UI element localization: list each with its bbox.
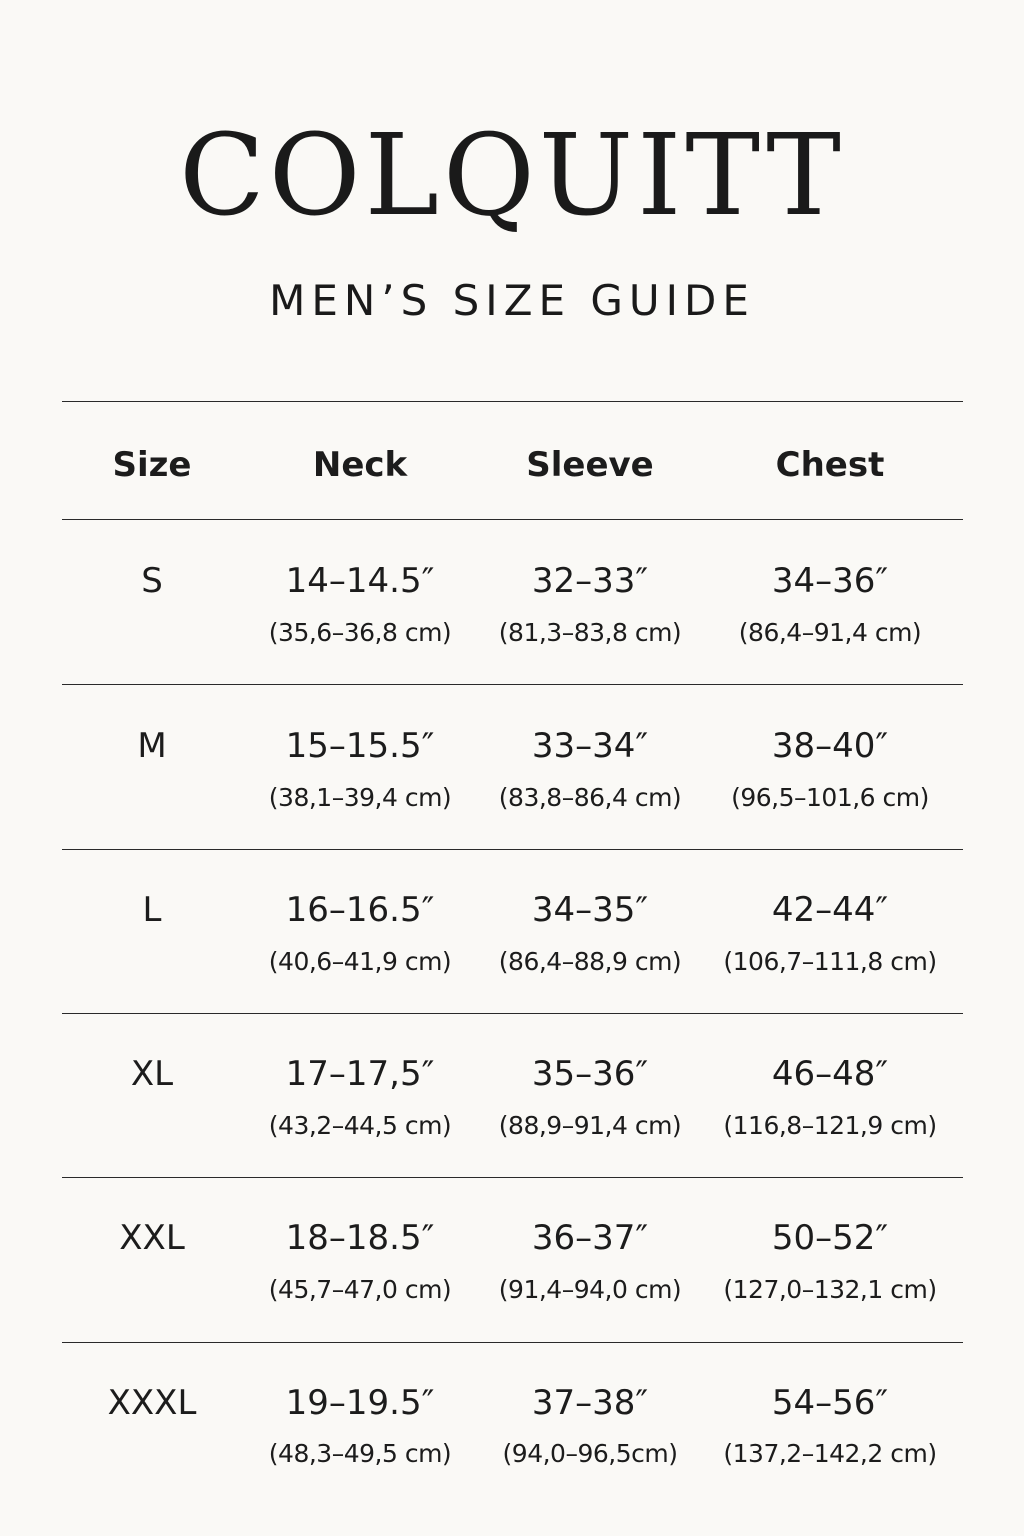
column-header-sleeve: Sleeve <box>526 445 654 485</box>
size-label: XXXL <box>107 1383 197 1423</box>
neck-inches: 17–17,5″ <box>285 1054 435 1094</box>
sleeve-inches: 35–36″ <box>531 1054 649 1094</box>
chest-inches: 42–44″ <box>771 890 889 930</box>
chest-cm: (127,0–132,1 cm) <box>723 1275 937 1304</box>
sleeve-inches: 34–35″ <box>531 890 649 930</box>
size-label: L <box>142 890 162 930</box>
column-header-neck: Neck <box>312 445 408 485</box>
sleeve-inches: 37–38″ <box>531 1383 649 1423</box>
chest-cm: (137,2–142,2 cm) <box>723 1439 937 1468</box>
neck-cm: (38,1–39,4 cm) <box>268 783 452 812</box>
neck-inches: 19–19.5″ <box>285 1383 435 1423</box>
chest-cm: (96,5–101,6 cm) <box>731 783 929 812</box>
chest-cm: (106,7–111,8 cm) <box>723 947 937 976</box>
chest-cm: (116,8–121,9 cm) <box>723 1111 937 1140</box>
sleeve-cm: (94,0–96,5cm) <box>502 1439 678 1468</box>
sleeve-inches: 32–33″ <box>531 561 649 601</box>
sleeve-inches: 36–37″ <box>531 1218 649 1258</box>
neck-cm: (43,2–44,5 cm) <box>268 1111 452 1140</box>
row-divider <box>62 1177 963 1178</box>
row-divider <box>62 684 963 685</box>
row-divider <box>62 1342 963 1343</box>
chest-inches: 50–52″ <box>771 1218 889 1258</box>
chest-inches: 54–56″ <box>771 1383 889 1423</box>
chest-inches: 38–40″ <box>771 726 889 766</box>
size-label: M <box>137 726 167 766</box>
neck-cm: (45,7–47,0 cm) <box>268 1275 452 1304</box>
neck-inches: 16–16.5″ <box>285 890 435 930</box>
neck-inches: 18–18.5″ <box>285 1218 435 1258</box>
neck-cm: (40,6–41,9 cm) <box>268 947 452 976</box>
sleeve-cm: (91,4–94,0 cm) <box>498 1275 682 1304</box>
neck-inches: 15–15.5″ <box>285 726 435 766</box>
neck-cm: (35,6–36,8 cm) <box>268 618 452 647</box>
row-divider <box>62 1013 963 1014</box>
chest-inches: 34–36″ <box>771 561 889 601</box>
size-label: XXL <box>119 1218 185 1258</box>
size-label: XL <box>130 1054 174 1094</box>
sleeve-cm: (83,8–86,4 cm) <box>498 783 682 812</box>
sleeve-inches: 33–34″ <box>531 726 649 766</box>
neck-cm: (48,3–49,5 cm) <box>268 1439 452 1468</box>
sleeve-cm: (86,4–88,9 cm) <box>498 947 682 976</box>
chest-cm: (86,4–91,4 cm) <box>738 618 922 647</box>
header-divider <box>62 519 963 520</box>
brand-logo: COLQUITT <box>179 111 845 241</box>
sleeve-cm: (81,3–83,8 cm) <box>498 618 682 647</box>
chest-inches: 46–48″ <box>771 1054 889 1094</box>
size-label: S <box>141 561 163 601</box>
column-header-size: Size <box>112 445 192 485</box>
neck-inches: 14–14.5″ <box>285 561 435 601</box>
column-header-chest: Chest <box>775 445 885 485</box>
sleeve-cm: (88,9–91,4 cm) <box>498 1111 682 1140</box>
page-title: MEN’S SIZE GUIDE <box>269 276 755 325</box>
row-divider <box>62 849 963 850</box>
table-top-divider <box>62 401 963 402</box>
